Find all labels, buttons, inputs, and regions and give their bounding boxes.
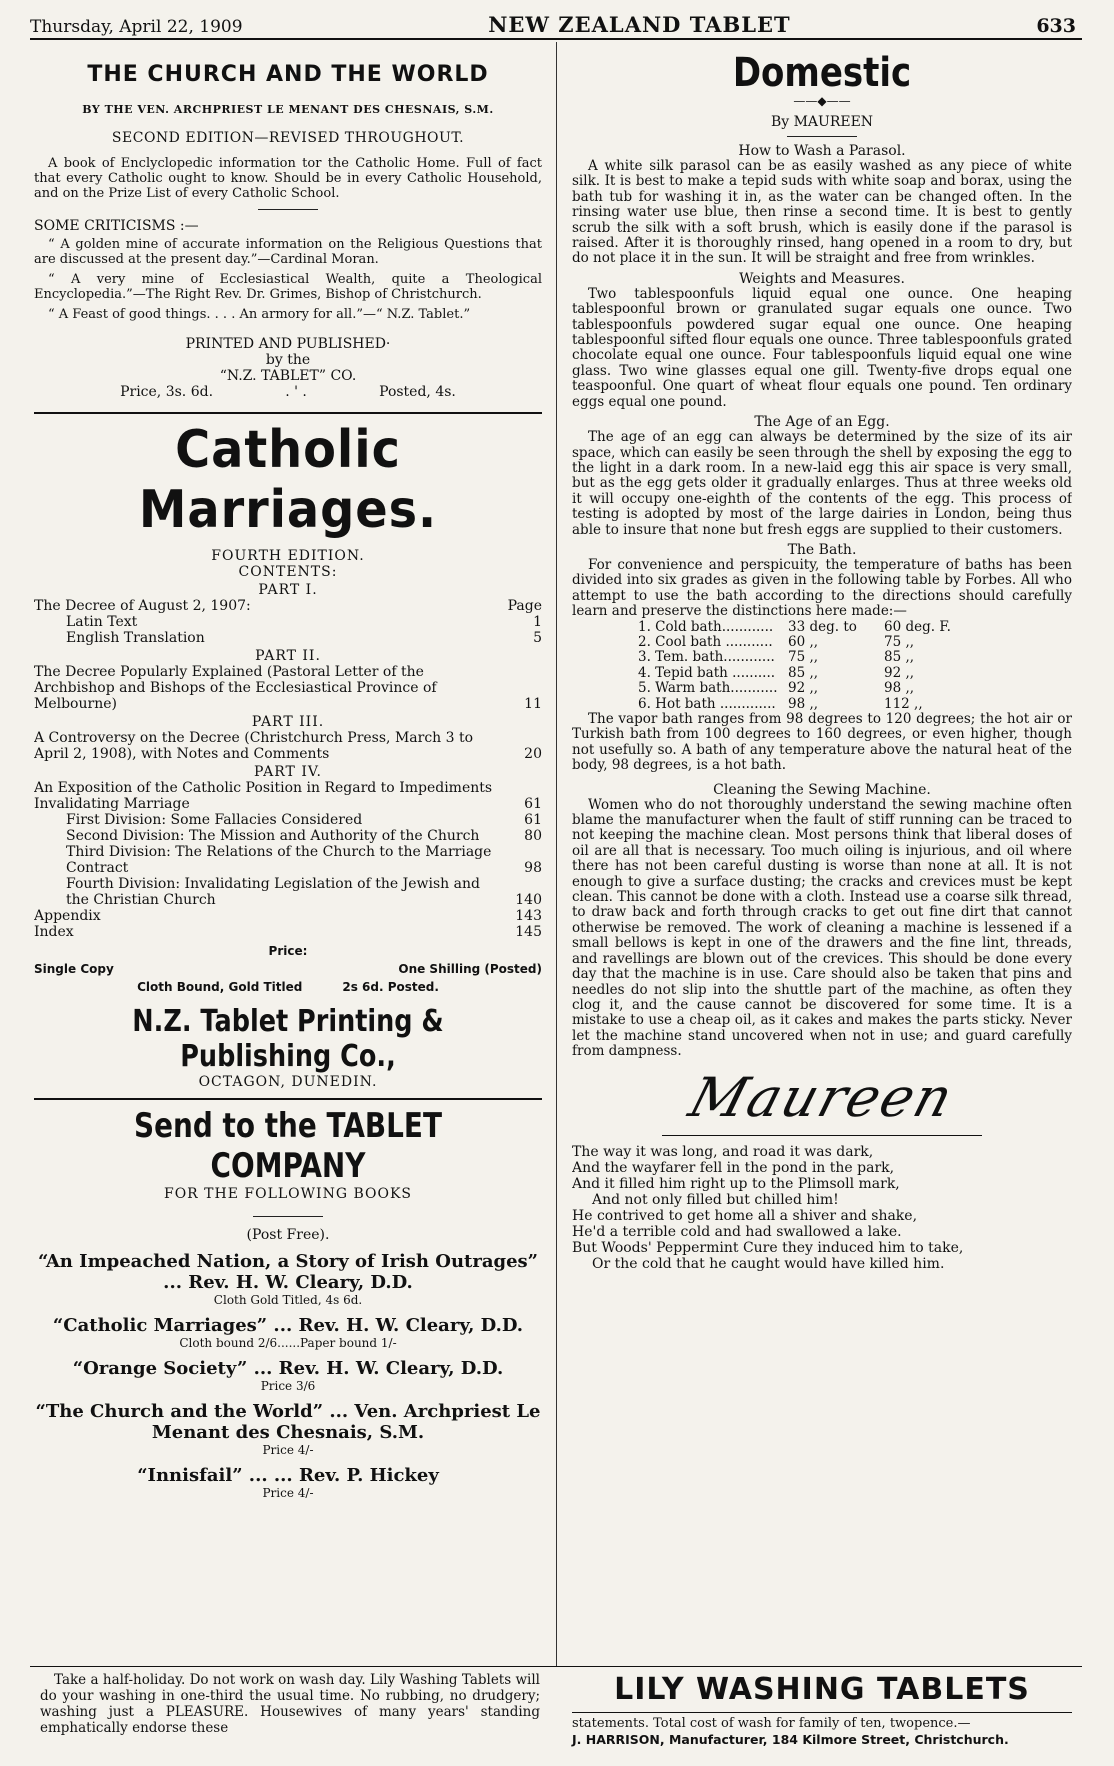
issue-date: Thursday, April 22, 1909 (30, 17, 243, 37)
toc-row (34, 730, 542, 762)
post-free: (Post Free). (246, 1227, 330, 1243)
article-paragraph: The vapor bath ranges from 98 degrees to 120 degrees; the hot air or Turkish bath from 100 degrees to 160 degrees, or even higher, though not usefully so. A bath of any temperature above the natural heat of the body, 98 degrees, is a hot bath. (572, 711, 1072, 774)
marriages-edition: FOURTH EDITION. (211, 548, 365, 564)
section-rule (34, 412, 542, 414)
part-heading: PART IV. (254, 764, 322, 780)
article-paragraph: Women who do not thoroughly understand the sewing machine often blame the manufacturer when the fault of stiff running can be traced to not keeping the machine clean. Most persons think that liberal doses of oil are all that is necessary. Too much oiling is injurious, and oil where there has not been careful dusting is worse than none at all. It is not enough to give a surface dusting; the cracks and crevices must be kept clean. This cannot be done with a cloth. Instead use a coarse silk thread, to draw back and forth through cracks to get out fine dirt that cannot otherwise be removed. The work of cleaning a machine is lessened if a small bellows is kept in one of the drawers and the fine lint, threads, and ravellings are blown out of the crevices. This should be done every day that the machine is in use. Care should also be taken that pins and needles do not slip into the shuttle part of the machine, as often they clog it, and the cause cannot be discovered for some time. It is a mistake to use a cheap oil, as it cakes and makes the parts sticky. Never let the machine stand uncovered when not in use; and guard carefully from dampness. (572, 796, 1072, 1060)
bath-name: 5. Warm bath........... (638, 680, 778, 697)
toc-entry: English Translation (66, 630, 205, 646)
toc-page: 20 (524, 746, 542, 762)
section-rule (662, 1135, 982, 1136)
domestic-title: Domestic (732, 50, 912, 96)
right-column (572, 48, 1072, 1666)
bath-from: 60 ,, (788, 633, 819, 650)
posted-price: Posted, 4s. (379, 384, 456, 400)
book-price: Cloth bound 2/6......Paper bound 1/- (179, 1336, 397, 1350)
bath-name: 1. Cold bath............ (638, 618, 774, 635)
price-row (34, 962, 542, 976)
toc-row (34, 598, 542, 614)
price-heading: Price: (268, 944, 308, 958)
bath-to: 85 ,, (884, 649, 915, 666)
table-row (638, 666, 1072, 681)
left-column (34, 48, 542, 1666)
toc-row (34, 828, 542, 844)
article-paragraph: For convenience and perspicuity, the temperature of baths has been divided into six grades as given in the following table by Forbes. All who attempt to use the bath according to the directions should carefully learn and preserve the distinctions here made:— (572, 556, 1072, 620)
toc-page: 145 (515, 924, 542, 940)
bath-name: 6. Hot bath ............. (638, 695, 776, 712)
divider (258, 209, 318, 210)
poem-line: But Woods' Peppermint Cure they induced him to take, (572, 1239, 964, 1256)
lily-ad-footer (572, 1716, 1072, 1748)
footer-rule (30, 1666, 1082, 1667)
toc-entry: Appendix (34, 908, 101, 924)
book-title: “Catholic Marriages” ... Rev. H. W. Cleary, D.D. (52, 1315, 524, 1336)
bath-from: 92 ,, (788, 680, 819, 697)
publisher-name: N.Z. Tablet Printing & Publishing Co., (132, 1004, 444, 1074)
bath-to: 98 ,, (884, 680, 915, 697)
book-price: Price 4/- (262, 1486, 314, 1500)
poem-line: And the wayfarer fell in the pond in the park, (572, 1159, 895, 1176)
bath-from: 33 deg. to (788, 618, 857, 635)
poem-line: He'd a terrible cold and had swallowed a lake. (572, 1223, 902, 1240)
toc-page: 1 (533, 614, 542, 630)
toc-entry: The Decree Popularly Explained (Pastoral Letter of the Archbishop and Bishops of the Ecclesiastical Province of Melbourne) (34, 664, 437, 712)
toc-page: 140 (515, 892, 542, 908)
lily-rule (572, 1712, 1072, 1713)
toc-page: 61 (524, 812, 542, 828)
toc-entry: The Decree of August 2, 1907: (34, 598, 251, 614)
single-copy-price: One Shilling (Posted) (398, 962, 542, 976)
toc-row (34, 908, 542, 924)
toc-row (34, 630, 542, 646)
section-heading: The Age of an Egg. (754, 414, 890, 431)
send-title: Send to the TABLET COMPANY (134, 1106, 442, 1186)
bath-to: 112 ,, (884, 695, 923, 712)
poem-line: And not only filled but chilled him! (592, 1191, 839, 1208)
article-paragraph: A white silk parasol can be as easily washed as any piece of white silk. It is best to make a tepid suds with white soap and borax, using the bath tub for washing it in, as the water can be changed often. In the rinsing water use blue, then rinse a second time. It is best to gently scrub the silk with a soft brush, which is easily done if the parasol is raised. After it is thoroughly rinsed, hang opened in a room to dry, but do not place it in the sun. It will be straight and free from wrinkles. (572, 158, 1072, 267)
price-separator: . ' . (285, 384, 307, 400)
column-divider (556, 42, 557, 1666)
toc-entry: First Division: Some Fallacies Considered (66, 812, 363, 828)
price: Price, 3s. 6d. (120, 384, 214, 400)
poem-line: Or the cold that he caught would have killed him. (592, 1255, 945, 1272)
domestic-byline: By MAUREEN (770, 114, 874, 130)
toc-row (34, 844, 542, 876)
part-heading: PART I. (258, 582, 318, 598)
publisher-address: OCTAGON, DUNEDIN. (198, 1074, 378, 1090)
divider (787, 136, 857, 137)
toc-entry: An Exposition of the Catholic Position in Regard to Impediments Invalidating Marriage (34, 780, 493, 812)
toc-row (34, 664, 542, 712)
table-row (638, 681, 1072, 696)
book-title: “Innisfail” ... ... Rev. P. Hickey (137, 1465, 439, 1486)
section-heading: Weights and Measures. (739, 270, 905, 287)
book-title: “The Church and the World” ... Ven. Archpriest Le Menant des Chesnais, S.M. (35, 1401, 541, 1443)
send-subtitle: FOR THE FOLLOWING BOOKS (163, 1186, 413, 1202)
toc-page: 143 (515, 908, 542, 924)
book-price: Price 4/- (262, 1443, 314, 1457)
book-title: “Orange Society” ... Rev. H. W. Cleary, D.D. (72, 1358, 504, 1379)
cloth-bound-price: 2s 6d. Posted. (342, 980, 439, 994)
divider (253, 1216, 323, 1217)
price-line (34, 384, 542, 400)
price-row (34, 980, 542, 994)
marriages-contents: CONTENTS: (238, 564, 338, 580)
single-copy-label: Single Copy (34, 962, 114, 976)
toc-page: 98 (524, 860, 542, 876)
criticism-quote: “ A very mine of Ecclesiastical Wealth, quite a Theological Encyclopedia.”—The Right Rev. Dr. Grimes, Bishop of Christchurch. (34, 272, 542, 302)
page-header (30, 12, 1076, 36)
section-heading: How to Wash a Parasol. (738, 143, 906, 159)
printed-by: PRINTED AND PUBLISHED· (185, 336, 391, 352)
book-price: Cloth Gold Titled, 4s 6d. (213, 1293, 363, 1307)
table-row (638, 635, 1072, 650)
toc-row (34, 876, 542, 908)
toc-page: 61 (524, 796, 542, 812)
bath-name: 4. Tepid bath .......... (638, 664, 776, 681)
article-paragraph: Two tablespoonfuls liquid equal one ounce. One heaping tablespoonful brown or granulated sugar equals one ounce. Two tablespoonfuls powdered sugar equal one ounce. One heaping tablespoonful sifted flour equals one ounce. Three tablespoonfuls grated chocolate equal one ounce. Four tablespoonfuls liquid equal one wine glass. Two wine glasses equal one gill. Twenty-five drops equal one teaspoonful. One quart of wheat flour equals one pound. Ten ordinary eggs equal one pound. (572, 285, 1072, 410)
page-label: Page (507, 598, 542, 614)
criticism-quote: “ A golden mine of accurate information on the Religious Questions that are discussed at the present day.”—Cardinal Moran. (34, 237, 542, 267)
toc-page: 5 (533, 630, 542, 646)
section-heading: Cleaning the Sewing Machine. (713, 781, 931, 798)
toc-entry: Latin Text (66, 614, 138, 630)
part-heading: PART III. (251, 714, 325, 730)
page-number: 633 (1036, 15, 1076, 37)
section-heading: The Bath. (787, 541, 857, 558)
poem-line: He contrived to get home all a shiver and shake, (572, 1207, 918, 1224)
bath-from: 98 ,, (788, 695, 819, 712)
toc-entry: Index (34, 924, 74, 940)
bath-name: 3. Tem. bath............ (638, 649, 775, 666)
company-name: “N.Z. TABLET” CO. (219, 368, 357, 384)
lily-ad-manufacturer: J. HARRISON, Manufacturer, 184 Kilmore Street, Christchurch. (572, 1732, 1009, 1747)
table-row (638, 697, 1072, 712)
masthead: NEW ZEALAND TABLET (488, 12, 791, 37)
criticisms-heading: SOME CRITICISMS :— (34, 218, 199, 234)
church-world-byline: BY THE VEN. ARCHPRIEST LE MENANT DES CHESNAIS, S.M. (82, 103, 494, 116)
church-world-edition: SECOND EDITION—REVISED THROUGHOUT. (111, 130, 465, 146)
church-world-description: A book of Enclyclopedic information tor the Catholic Home. Full of fact that every Catholic ought to know. Should be in every Catholic Household, and on the Prize List of every Catholic School. (34, 156, 542, 201)
toc-row (34, 780, 542, 812)
section-rule (34, 1098, 542, 1100)
poem-line: The way it was long, and road it was dark, (572, 1143, 874, 1160)
lily-ad-line: statements. Total cost of wash for family of ten, twopence.— (572, 1716, 971, 1731)
toc-page: 11 (524, 696, 542, 712)
toc-row (34, 812, 542, 828)
toc-row (34, 614, 542, 630)
poem-line: And it filled him right up to the Plimsoll mark, (572, 1175, 900, 1192)
criticism-quote: “ A Feast of good things. . . . An armory for all.”—“ N.Z. Tablet.” (48, 307, 471, 322)
bath-to: 60 deg. F. (884, 618, 951, 635)
diamond-ornament-icon: ——◆—— (793, 94, 851, 108)
poem (572, 1144, 1072, 1272)
lily-ad-title: LILY WASHING TABLETS (614, 1672, 1030, 1707)
maureen-signature: Maureen (682, 1065, 962, 1129)
book-price: Price 3/6 (260, 1379, 316, 1393)
bath-to: 92 ,, (884, 664, 915, 681)
catholic-marriages-title: Catholic Marriages. (138, 420, 438, 540)
lily-ad-text: Take a half-holiday. Do not work on wash day. Lily Washing Tablets will do your washing in one-third the usual time. No rubbing, no drudgery; washing just a PLEASURE. Housewives of many years' standing emphatically endorse these (40, 1672, 540, 1736)
toc-entry: A Controversy on the Decree (Christchurch Press, March 3 to April 2, 1908), with Notes and Comments (34, 730, 474, 762)
toc-entry: Fourth Division: Invalidating Legislation of the Jewish and the Christian Church (66, 876, 480, 908)
toc-entry: Third Division: The Relations of the Church to the Marriage Contract (66, 844, 492, 876)
bath-to: 75 ,, (884, 633, 915, 650)
bath-table (638, 620, 1072, 712)
toc-page: 80 (524, 828, 542, 844)
bath-from: 75 ,, (788, 649, 819, 666)
by-the: by the (265, 352, 311, 368)
header-rule (30, 38, 1082, 40)
church-world-title: THE CHURCH AND THE WORLD (87, 62, 489, 87)
cloth-bound-label: Cloth Bound, Gold Titled (137, 980, 303, 994)
table-row (638, 650, 1072, 665)
table-of-contents (34, 582, 542, 940)
bath-name: 2. Cool bath ........... (638, 633, 773, 650)
article-paragraph: The age of an egg can always be determined by the size of its air space, which can easily be seen through the shell by exposing the egg to the light in a dark room. In a new-laid egg this air space is very small, but as the egg gets older it gradually enlarges. Thus at three weeks old it will occupy one-eighth of the contents of the egg. This process of testing is adopted by most of the large dairies in London, being thus able to insure that none but fresh eggs are supplied to their customers. (572, 429, 1072, 538)
toc-row (34, 924, 542, 940)
bath-from: 85 ,, (788, 664, 819, 681)
table-row (638, 620, 1072, 635)
part-heading: PART II. (255, 648, 321, 664)
toc-entry: Second Division: The Mission and Authority of the Church (66, 828, 480, 844)
book-title: “An Impeached Nation, a Story of Irish Outrages” ... Rev. H. W. Cleary, D.D. (37, 1251, 539, 1293)
